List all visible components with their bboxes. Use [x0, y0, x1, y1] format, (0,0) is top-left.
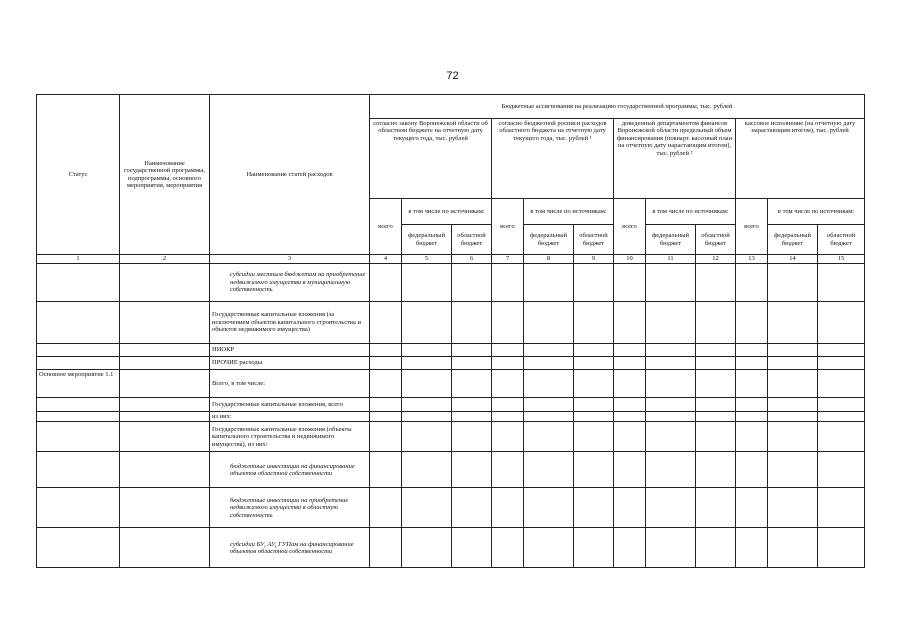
cell-amount — [402, 264, 452, 302]
table-body — [37, 264, 865, 568]
cell-amount — [614, 412, 646, 422]
column-number: 14 — [768, 255, 818, 264]
table-row — [37, 344, 865, 357]
cell-amount — [524, 452, 574, 488]
cell-amount — [370, 488, 402, 528]
cell-amount — [524, 357, 574, 370]
table-row — [37, 370, 865, 398]
table-row — [37, 357, 865, 370]
column-number: 9 — [574, 255, 614, 264]
cell-amount — [646, 302, 696, 344]
cell-program — [120, 528, 210, 568]
cell-amount — [696, 422, 736, 452]
header-total: всего — [614, 199, 646, 255]
cell-amount — [492, 528, 524, 568]
cell-amount — [574, 370, 614, 398]
cell-amount — [492, 452, 524, 488]
cell-amount — [696, 398, 736, 412]
cell-amount — [818, 370, 865, 398]
cell-amount — [736, 422, 768, 452]
cell-amount — [818, 398, 865, 412]
cell-amount — [614, 344, 646, 357]
cell-program — [120, 452, 210, 488]
budget-table — [36, 94, 865, 568]
header-by-sources: в том числе по источникам: — [402, 199, 492, 225]
cell-amount — [614, 302, 646, 344]
cell-amount — [574, 452, 614, 488]
cell-amount — [768, 422, 818, 452]
cell-amount — [452, 528, 492, 568]
cell-amount — [646, 264, 696, 302]
cell-amount — [370, 412, 402, 422]
cell-amount — [768, 488, 818, 528]
cell-amount — [492, 344, 524, 357]
header-group-roster: согласно бюджетной росписи расходов областного бюджета на отчетную дату текущего года, тыс. рублей ¹ — [492, 119, 614, 199]
header-status: Статус — [37, 95, 120, 255]
cell-amount — [736, 264, 768, 302]
cell-amount — [696, 357, 736, 370]
table-row — [37, 528, 865, 568]
header-program-name: Наименование государственной программы, подпрограммы, основного мероприятия, мероприятия — [120, 95, 210, 255]
header-regional: областной бюджет — [574, 225, 614, 255]
header-federal: федеральный бюджет — [524, 225, 574, 255]
header-regional: областной бюджет — [696, 225, 736, 255]
header-regional: областной бюджет — [452, 225, 492, 255]
cell-amount — [492, 357, 524, 370]
cell-amount — [736, 357, 768, 370]
cell-amount — [646, 357, 696, 370]
cell-program — [120, 422, 210, 452]
cell-amount — [614, 264, 646, 302]
cell-amount — [646, 422, 696, 452]
cell-amount — [492, 398, 524, 412]
cell-status: Основное мероприятие 1.1 — [37, 370, 120, 398]
cell-program — [120, 302, 210, 344]
cell-amount — [524, 398, 574, 412]
cell-amount — [736, 370, 768, 398]
cell-amount — [818, 412, 865, 422]
cell-amount — [614, 398, 646, 412]
cell-amount — [524, 344, 574, 357]
cell-amount — [402, 344, 452, 357]
cell-amount — [402, 357, 452, 370]
cell-amount — [818, 357, 865, 370]
cell-amount — [696, 344, 736, 357]
table-row — [37, 412, 865, 422]
cell-amount — [736, 452, 768, 488]
cell-amount — [646, 412, 696, 422]
cell-amount — [370, 398, 402, 412]
cell-amount — [768, 528, 818, 568]
budget-table-sheet — [36, 94, 864, 568]
header-total: всего — [492, 199, 524, 255]
cell-amount — [614, 452, 646, 488]
cell-amount — [696, 528, 736, 568]
cell-status — [37, 452, 120, 488]
header-federal: федеральный бюджет — [402, 225, 452, 255]
cell-amount — [818, 452, 865, 488]
cell-amount — [736, 488, 768, 528]
cell-amount — [492, 412, 524, 422]
column-number: 6 — [452, 255, 492, 264]
cell-amount — [614, 357, 646, 370]
cell-amount — [574, 357, 614, 370]
cell-amount — [452, 302, 492, 344]
cell-amount — [492, 422, 524, 452]
cell-amount — [492, 264, 524, 302]
cell-amount — [370, 344, 402, 357]
cell-amount — [736, 412, 768, 422]
header-group-limit: доведенный департаментом финансов Воронежской области предельный объем финансирования (покварт. кассовый план на отчетную дату нарастающим итогом), тыс. рублей ² — [614, 119, 736, 199]
cell-program — [120, 344, 210, 357]
cell-amount — [402, 422, 452, 452]
cell-status — [37, 422, 120, 452]
table-row — [37, 422, 865, 452]
cell-amount — [818, 422, 865, 452]
column-number: 4 — [370, 255, 402, 264]
cell-status — [37, 264, 120, 302]
cell-amount — [370, 264, 402, 302]
cell-amount — [696, 452, 736, 488]
cell-amount — [370, 422, 402, 452]
cell-amount — [524, 422, 574, 452]
cell-amount — [768, 398, 818, 412]
cell-status — [37, 488, 120, 528]
cell-amount — [492, 302, 524, 344]
cell-amount — [574, 528, 614, 568]
cell-amount — [696, 302, 736, 344]
cell-expense-item: ПРОЧИЕ расходы — [210, 357, 370, 370]
cell-expense-item: НИОКР — [210, 344, 370, 357]
header-federal: федеральный бюджет — [768, 225, 818, 255]
header-group-cash: кассовое исполнение (на отчетную дату нарастающим итогом), тыс. рублей — [736, 119, 865, 199]
cell-amount — [614, 370, 646, 398]
cell-status — [37, 344, 120, 357]
cell-amount — [614, 528, 646, 568]
cell-amount — [524, 412, 574, 422]
cell-amount — [768, 357, 818, 370]
header-federal: федеральный бюджет — [646, 225, 696, 255]
cell-amount — [574, 344, 614, 357]
cell-amount — [402, 452, 452, 488]
cell-status — [37, 412, 120, 422]
cell-amount — [736, 398, 768, 412]
table-row — [37, 398, 865, 412]
cell-amount — [736, 302, 768, 344]
header-by-sources: в том числе по источникам: — [524, 199, 614, 225]
cell-amount — [370, 528, 402, 568]
column-number: 5 — [402, 255, 452, 264]
cell-amount — [452, 357, 492, 370]
cell-amount — [370, 370, 402, 398]
cell-amount — [736, 528, 768, 568]
cell-amount — [370, 452, 402, 488]
cell-amount — [574, 264, 614, 302]
cell-status — [37, 357, 120, 370]
column-number: 11 — [646, 255, 696, 264]
column-number: 12 — [696, 255, 736, 264]
cell-amount — [452, 452, 492, 488]
cell-amount — [574, 422, 614, 452]
cell-amount — [370, 302, 402, 344]
cell-program — [120, 398, 210, 412]
cell-amount — [524, 302, 574, 344]
cell-amount — [818, 302, 865, 344]
cell-amount — [696, 370, 736, 398]
cell-program — [120, 357, 210, 370]
cell-amount — [524, 370, 574, 398]
cell-amount — [370, 357, 402, 370]
cell-amount — [646, 488, 696, 528]
column-number-row — [37, 255, 865, 264]
cell-expense-item: Государственные капитальные вложения (за исключением объектов капитального строительства и объектов недвижимого имущества) — [210, 302, 370, 344]
cell-amount — [402, 528, 452, 568]
cell-program — [120, 488, 210, 528]
cell-amount — [696, 264, 736, 302]
header-total: всего — [370, 199, 402, 255]
cell-amount — [768, 302, 818, 344]
cell-amount — [452, 422, 492, 452]
cell-expense-item: субсидии БУ, АУ, ГУПам на финансирование объектов областной собственности — [210, 528, 370, 568]
cell-amount — [574, 302, 614, 344]
column-number: 7 — [492, 255, 524, 264]
cell-expense-item: бюджетные инвестиции на приобретение недвижимого имущества в областную собственность — [210, 488, 370, 528]
cell-amount — [614, 488, 646, 528]
cell-amount — [768, 452, 818, 488]
cell-amount — [574, 488, 614, 528]
column-number: 1 — [37, 255, 120, 264]
cell-expense-item: Государственные капитальные вложения, всего — [210, 398, 370, 412]
column-number: 10 — [614, 255, 646, 264]
cell-amount — [646, 528, 696, 568]
cell-amount — [402, 412, 452, 422]
cell-amount — [646, 370, 696, 398]
cell-amount — [614, 422, 646, 452]
header-group-law: согласно закону Воронежской области об областном бюджете на отчетную дату текущего года, тыс. рублей — [370, 119, 492, 199]
cell-status — [37, 302, 120, 344]
cell-amount — [524, 488, 574, 528]
column-number: 8 — [524, 255, 574, 264]
cell-amount — [452, 398, 492, 412]
cell-amount — [818, 528, 865, 568]
column-number: 15 — [818, 255, 865, 264]
table-row — [37, 264, 865, 302]
cell-amount — [736, 344, 768, 357]
cell-amount — [452, 488, 492, 528]
header-regional: областной бюджет — [818, 225, 865, 255]
cell-amount — [768, 412, 818, 422]
cell-amount — [768, 344, 818, 357]
cell-expense-item: субсидии местным бюджетам на приобретение недвижимого имущества в муниципальную собственность — [210, 264, 370, 302]
cell-amount — [402, 488, 452, 528]
cell-amount — [818, 488, 865, 528]
cell-status — [37, 398, 120, 412]
header-total: всего — [736, 199, 768, 255]
cell-expense-item: Всего, в том числе: — [210, 370, 370, 398]
cell-amount — [452, 412, 492, 422]
header-budget-title: Бюджетные ассигнования на реализацию государственной программы, тыс. рублей — [370, 95, 865, 119]
page-number: 72 — [446, 70, 459, 82]
cell-expense-item: Государственные капитальные вложения (объекты капитального строительства и недвижимого имущества), из них: — [210, 422, 370, 452]
cell-amount — [696, 412, 736, 422]
column-number: 13 — [736, 255, 768, 264]
cell-amount — [768, 264, 818, 302]
cell-program — [120, 412, 210, 422]
header-expense-items: Наименование статей расходов — [210, 95, 370, 255]
cell-amount — [574, 412, 614, 422]
column-number: 3 — [210, 255, 370, 264]
cell-amount — [492, 370, 524, 398]
cell-expense-item: бюджетные инвестиции на финансирование объектов областной собственности — [210, 452, 370, 488]
cell-amount — [452, 370, 492, 398]
column-number: 2 — [120, 255, 210, 264]
table-row — [37, 452, 865, 488]
cell-amount — [646, 452, 696, 488]
cell-amount — [492, 488, 524, 528]
cell-amount — [818, 344, 865, 357]
header-by-sources: в том числе по источникам: — [646, 199, 736, 225]
cell-amount — [646, 398, 696, 412]
cell-amount — [402, 398, 452, 412]
cell-amount — [524, 528, 574, 568]
table-row — [37, 488, 865, 528]
cell-amount — [696, 488, 736, 528]
cell-amount — [402, 370, 452, 398]
cell-amount — [574, 398, 614, 412]
header-by-sources: в том числе по источникам: — [768, 199, 865, 225]
cell-status — [37, 528, 120, 568]
cell-amount — [646, 344, 696, 357]
cell-amount — [402, 302, 452, 344]
cell-amount — [524, 264, 574, 302]
cell-program — [120, 264, 210, 302]
cell-amount — [452, 264, 492, 302]
cell-program — [120, 370, 210, 398]
cell-amount — [452, 344, 492, 357]
table-row — [37, 302, 865, 344]
cell-amount — [768, 370, 818, 398]
cell-amount — [818, 264, 865, 302]
cell-expense-item: из них: — [210, 412, 370, 422]
